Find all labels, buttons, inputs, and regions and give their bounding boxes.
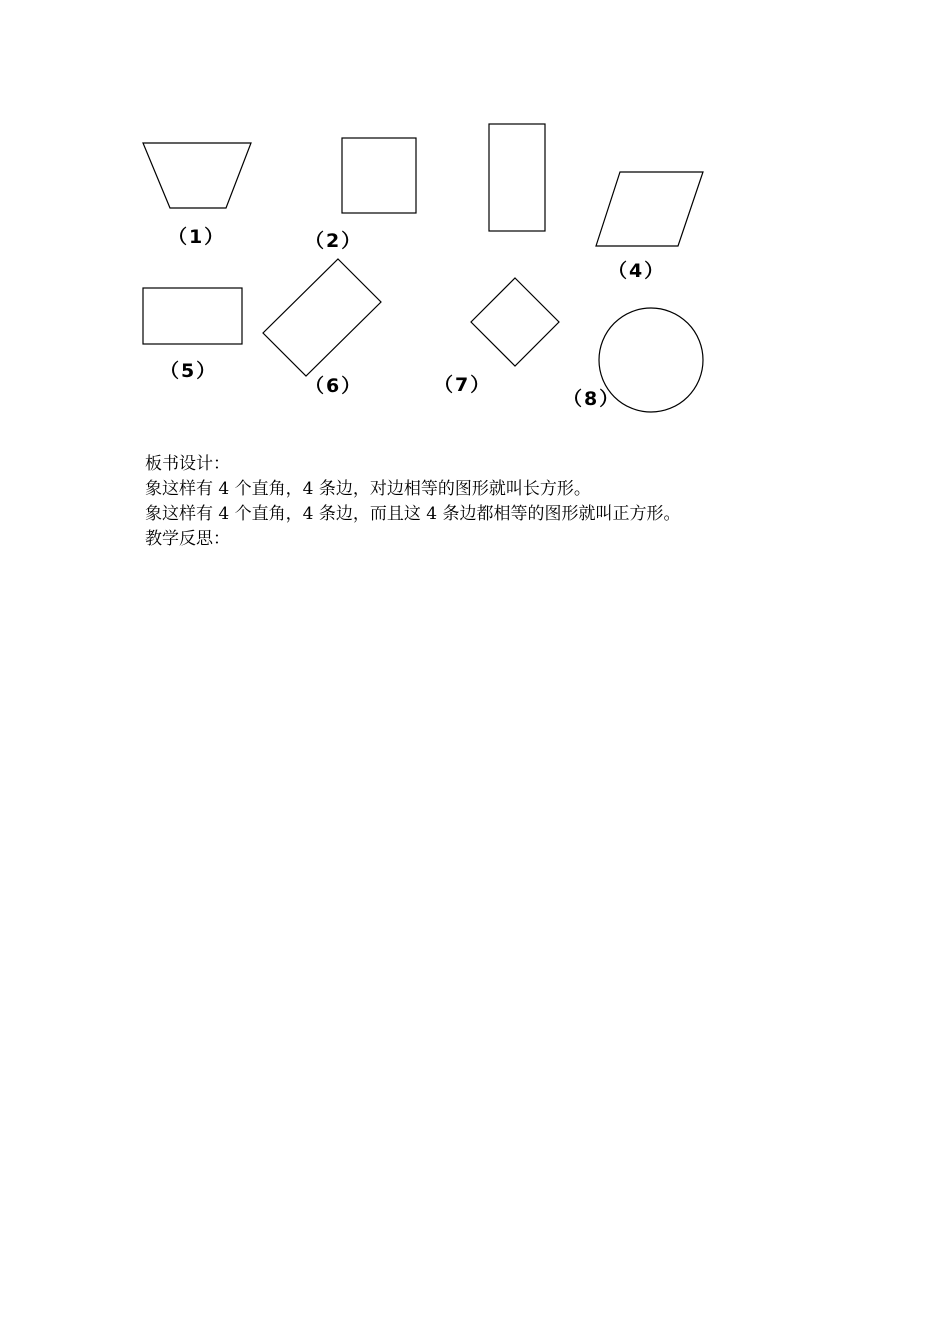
shape-1-trapezoid [143,143,251,208]
shape-6-rotated-rectangle [263,259,381,376]
shape-label-5: （5） [160,360,218,382]
reflection-heading: 教学反思： [145,529,230,549]
shape-7-rotated-square [471,278,559,366]
shape-label-8: （8） [563,388,621,410]
rectangle-definition: 象这样有 4 个直角，4 条边，对边相等的图形就叫长方形。 [145,479,591,499]
shape-label-6: （6） [305,375,363,397]
shapes-figure [0,0,950,430]
square-definition: 象这样有 4 个直角，4 条边，而且这 4 条边都相等的图形就叫正方形。 [145,504,681,524]
shape-label-1: （1） [168,226,226,248]
shape-4-parallelogram [596,172,703,246]
shape-3-rectangle [489,124,545,231]
shape-label-4: （4） [608,260,666,282]
shape-label-7: （7） [434,374,492,396]
shape-2-square [342,138,416,213]
board-design-heading: 板书设计： [145,454,230,474]
shape-label-2: （2） [305,230,363,252]
shape-5-rectangle [143,288,242,344]
lesson-text [145,452,845,552]
